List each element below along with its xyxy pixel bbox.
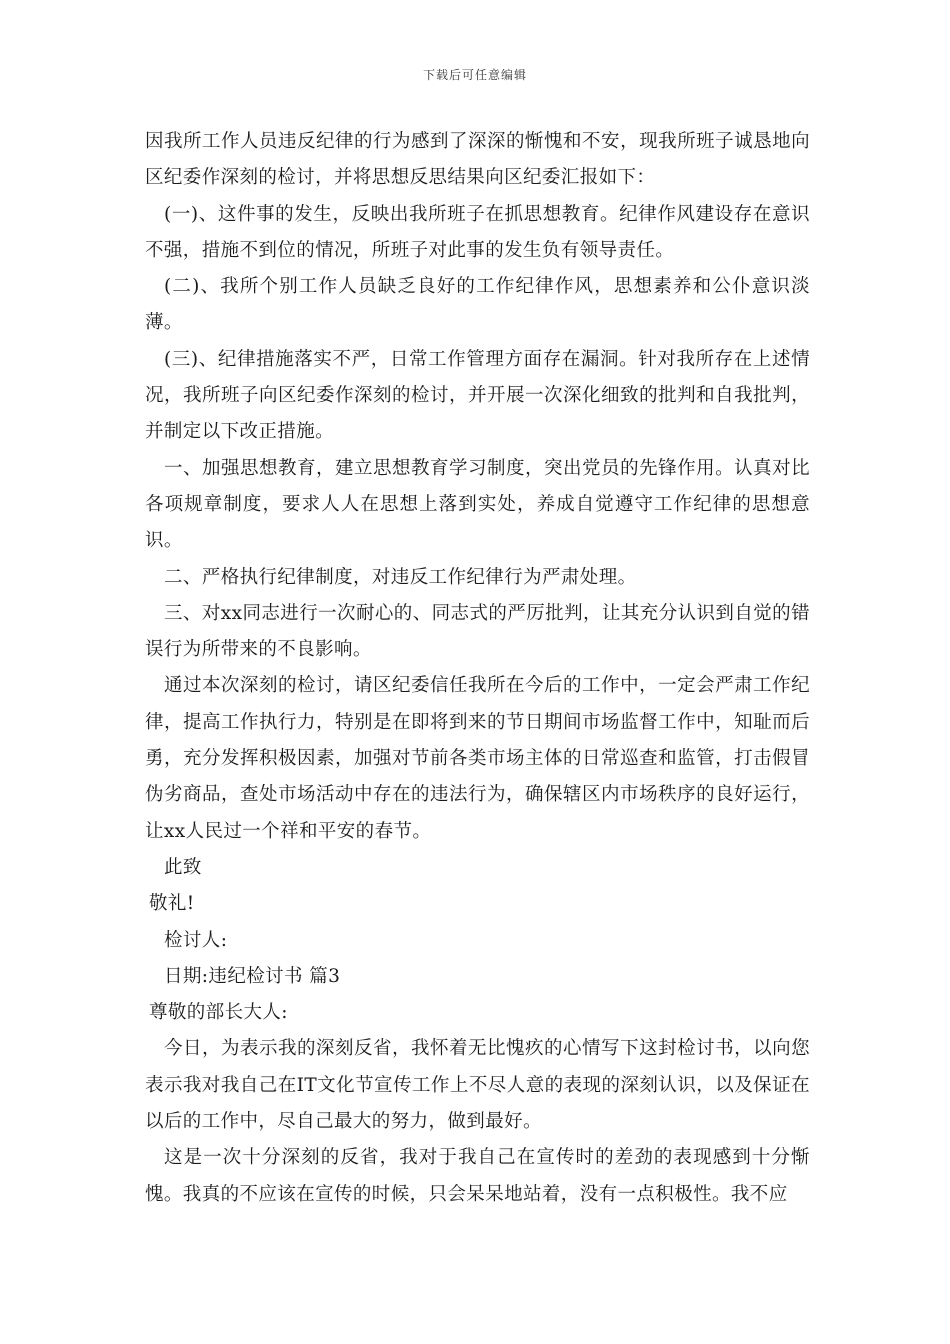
closing-salutation: 此致: [164, 856, 202, 878]
paragraph-letter-1: 今日，为表示我的深刻反省，我怀着无比愧疚的心情写下这封检讨书，以向您表示我对我自己在IT文化节宣传工作上不尽人意的表现的深刻认识，以及保证在以后的工作中，尽自己最大的努力，做到最好。: [145, 1038, 810, 1133]
page-header: 下载后可任意编辑: [422, 68, 527, 82]
date-line: 日期:违纪检讨书 篇3: [164, 965, 341, 987]
signature-line: 检讨人:: [164, 929, 228, 951]
paragraph-measure-2: 二、严格执行纪律制度，对违反工作纪律行为严肃处理。: [164, 566, 637, 588]
paragraph-measure-3: 三、对xx同志进行一次耐心的、同志式的严厉批判，让其充分认识到自觉的错误行为所带来的不良影响。: [145, 602, 810, 661]
paragraph-item-3: (三)、纪律措施落实不严，日常工作管理方面存在漏洞。针对我所存在上述情况，我所班子向区纪委作深刻的检讨，并开展一次深化细致的批判和自我批判，并制定以下改正措施。: [145, 348, 810, 443]
paragraph-intro: 因我所工作人员违反纪律的行为感到了深深的惭愧和不安，现我所班子诚恳地向区纪委作深刻的检讨，并将思想反思结果向区纪委汇报如下：: [145, 131, 810, 189]
document-body: [145, 124, 810, 1213]
paragraph-letter-2: 这是一次十分深刻的反省，我对于我自己在宣传时的差劲的表现感到十分惭愧。我真的不应该在宣传的时候，只会呆呆地站着，没有一点积极性。我不应: [145, 1147, 810, 1205]
greeting-line: 尊敬的部长大人:: [149, 1002, 288, 1024]
paragraph-item-2: (二)、我所个别工作人员缺乏良好的工作纪律作风，思想素养和公仆意识淡薄。: [145, 276, 810, 334]
paragraph-item-1: (一)、这件事的发生，反映出我所班子在抓思想教育。纪律作风建设存在意识不强，措施不到位的情况，所班子对此事的发生负有领导责任。: [145, 203, 810, 261]
paragraph-conclusion: 通过本次深刻的检讨，请区纪委信任我所在今后的工作中，一定会严肃工作纪律，提高工作执行力，特别是在即将到来的节日期间市场监督工作中，知耻而后勇，充分发挥积极因素，加强对节前各类市场主体的日常巡查和监管，打击假冒伪劣商品，查处市场活动中存在的违法行为，确保辖区内市场秩序的良好运行，让xx人民过一个祥和平安的春节。: [145, 675, 810, 842]
closing-regards: 敬礼!: [149, 893, 195, 915]
paragraph-measure-1: 一、加强思想教育，建立思想教育学习制度，突出党员的先锋作用。认真对比各项规章制度，要求人人在思想上落到实处，养成自觉遵守工作纪律的思想意识。: [145, 457, 810, 552]
